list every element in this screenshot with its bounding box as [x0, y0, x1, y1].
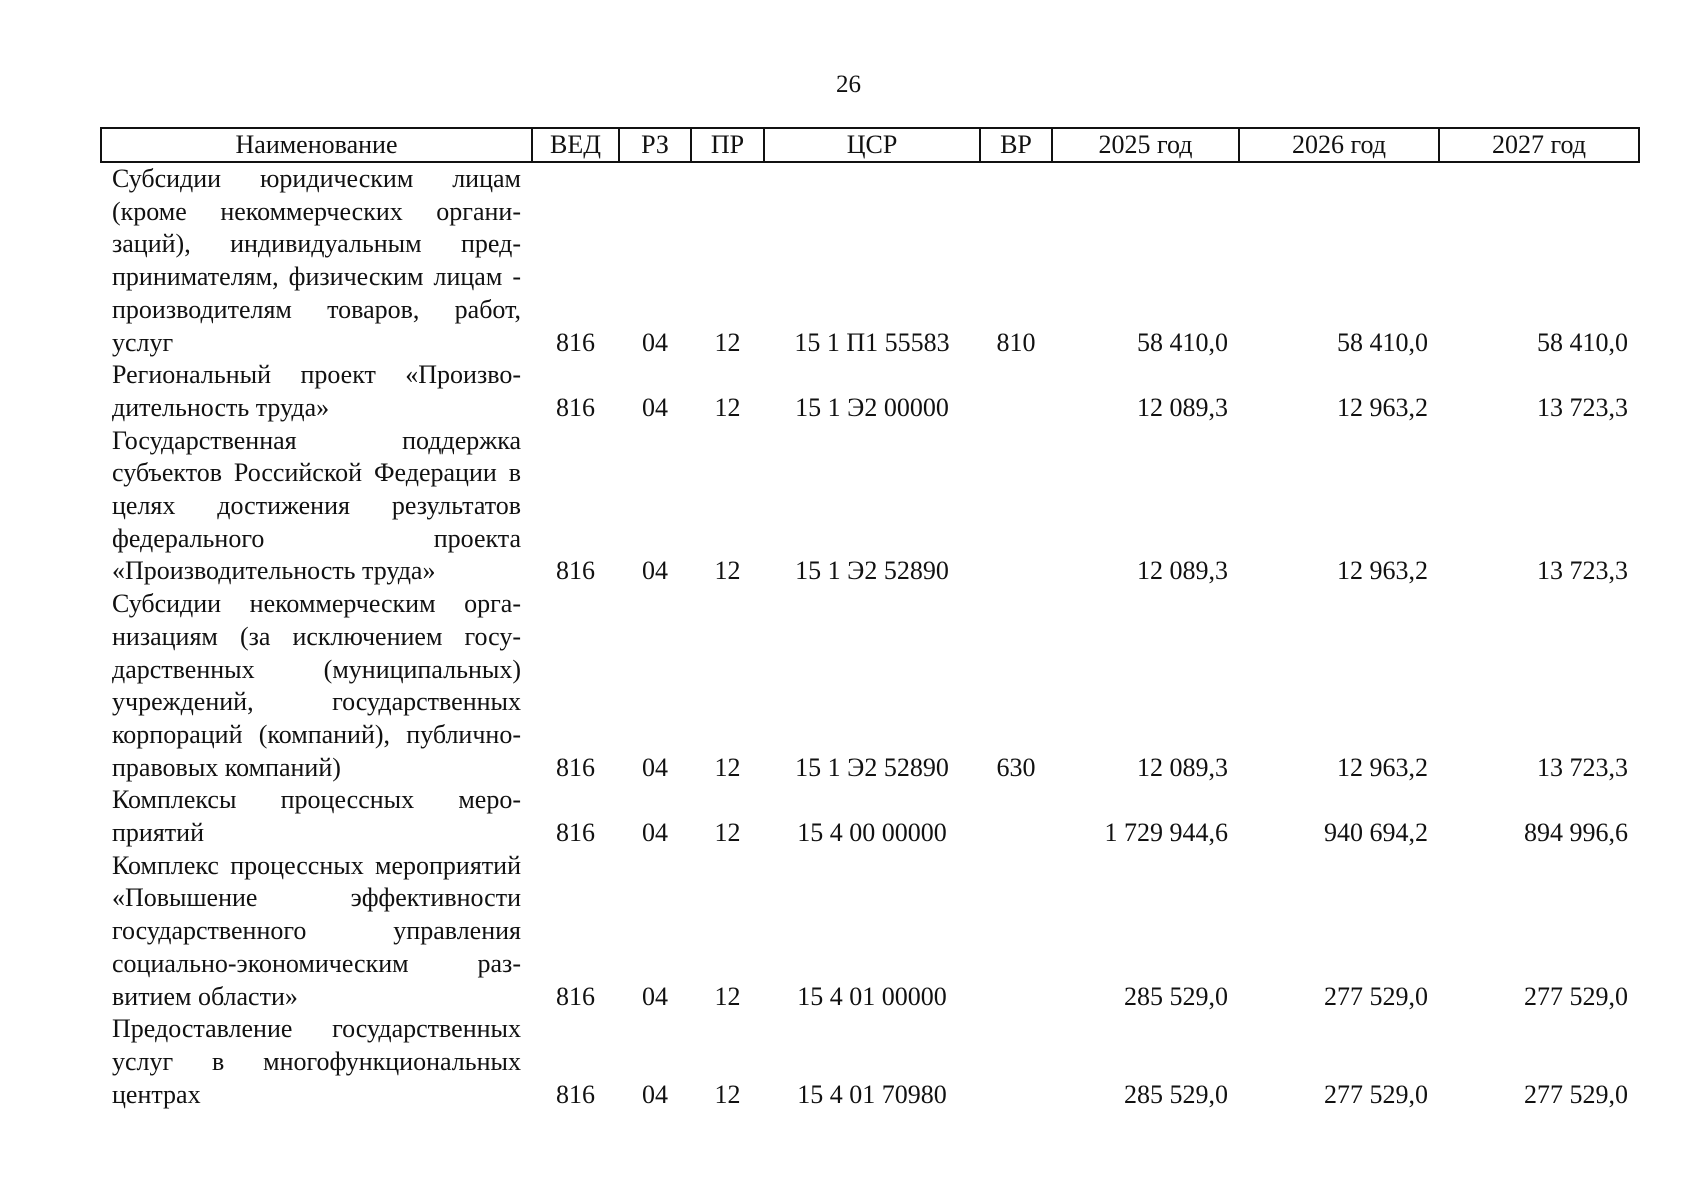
table-row	[101, 784, 1639, 849]
row-2025: 12 089,3	[1137, 392, 1228, 422]
row-rz: 04	[642, 981, 668, 1011]
row-csr: 15 1 Э2 52890	[795, 752, 949, 782]
row-2027: 13 723,3	[1537, 392, 1628, 422]
header-2026: 2026 год	[1239, 128, 1439, 162]
row-name: Комплекс процессных мероприятий «Повышение эффективности государственного управления социально-экономическим развитием области»	[112, 850, 521, 1011]
row-rz: 04	[642, 752, 668, 782]
row-2026: 277 529,0	[1324, 1079, 1428, 1109]
row-2025: 285 529,0	[1124, 1079, 1228, 1109]
row-2027: 58 410,0	[1537, 327, 1628, 357]
row-csr: 15 4 01 70980	[797, 1079, 947, 1109]
budget-table	[100, 127, 1640, 1111]
row-ved: 816	[556, 981, 595, 1011]
row-csr: 15 1 Э2 00000	[795, 392, 949, 422]
row-2026: 12 963,2	[1337, 392, 1428, 422]
row-ved: 816	[556, 818, 595, 848]
table-row	[101, 425, 1639, 589]
row-csr: 15 1 Э2 52890	[795, 556, 949, 586]
row-2026: 12 963,2	[1337, 752, 1428, 782]
header-name: Наименование	[101, 128, 532, 162]
row-ved: 816	[556, 1079, 595, 1109]
row-vr	[980, 784, 1052, 849]
table-row	[101, 850, 1639, 1014]
row-pr: 12	[714, 981, 741, 1011]
row-2026: 58 410,0	[1337, 327, 1428, 357]
row-2025: 1 729 944,6	[1104, 818, 1228, 848]
row-vr	[980, 1013, 1052, 1111]
row-2026: 277 529,0	[1324, 981, 1428, 1011]
row-2027: 277 529,0	[1524, 981, 1628, 1011]
table-row	[101, 588, 1639, 784]
row-vr	[980, 359, 1052, 424]
row-pr: 12	[714, 327, 741, 357]
row-ved: 816	[556, 327, 595, 357]
row-pr: 12	[714, 556, 741, 586]
header-rz: РЗ	[619, 128, 691, 162]
header-csr: ЦСР	[764, 128, 980, 162]
page-number: 26	[836, 71, 861, 98]
table-header-row	[101, 128, 1639, 162]
row-name: Региональный проект «Производительность труда»	[112, 360, 521, 422]
row-2027: 13 723,3	[1537, 752, 1628, 782]
row-vr: 630	[996, 752, 1036, 782]
table-row	[101, 162, 1639, 359]
row-pr: 12	[714, 752, 741, 782]
row-ved: 816	[556, 752, 595, 782]
row-2025: 58 410,0	[1137, 327, 1228, 357]
row-2027: 13 723,3	[1537, 556, 1628, 586]
header-2025: 2025 год	[1052, 128, 1239, 162]
row-vr	[980, 850, 1052, 1014]
header-ved: ВЕД	[532, 128, 619, 162]
row-name: Субсидии некоммерческим организациям (за исключением государственных (муниципальных) учреждений, государственных корпораций (компаний), публично-правовых компаний)	[112, 589, 521, 782]
row-2025: 12 089,3	[1137, 752, 1228, 782]
row-name: Субсидии юридическим лицам (кроме некоммерческих организаций), индивидуальным предпринимателям, физическим лицам - производителям товаров, работ, услуг	[112, 164, 521, 357]
table-row	[101, 1013, 1639, 1111]
row-2027: 277 529,0	[1524, 1079, 1628, 1109]
header-pr: ПР	[691, 128, 764, 162]
row-pr: 12	[714, 392, 741, 422]
row-csr: 15 1 П1 55583	[794, 327, 950, 357]
row-name: Государственная поддержка субъектов Российской Федерации в целях достижения результатов федерального проекта «Производительность труда»	[112, 425, 521, 586]
row-name: Предоставление государственных услуг в многофункциональных центрах	[112, 1014, 521, 1109]
row-2026: 12 963,2	[1337, 556, 1428, 586]
row-2025: 285 529,0	[1124, 981, 1228, 1011]
row-vr: 810	[996, 327, 1036, 357]
header-2027: 2027 год	[1439, 128, 1639, 162]
row-rz: 04	[642, 556, 668, 586]
row-vr	[980, 425, 1052, 589]
row-rz: 04	[642, 1079, 668, 1109]
row-pr: 12	[714, 1079, 741, 1109]
row-ved: 816	[556, 556, 595, 586]
row-csr: 15 4 00 00000	[797, 818, 947, 848]
row-2027: 894 996,6	[1524, 818, 1628, 848]
row-name: Комплексы процессных мероприятий	[112, 785, 521, 848]
row-pr: 12	[714, 818, 741, 848]
row-csr: 15 4 01 00000	[797, 981, 947, 1011]
header-vr: ВР	[980, 128, 1052, 162]
row-rz: 04	[642, 818, 668, 848]
row-ved: 816	[556, 392, 595, 422]
row-2026: 940 694,2	[1324, 818, 1428, 848]
row-rz: 04	[642, 327, 668, 357]
row-2025: 12 089,3	[1137, 556, 1228, 586]
table-row	[101, 359, 1639, 424]
row-rz: 04	[642, 392, 668, 422]
